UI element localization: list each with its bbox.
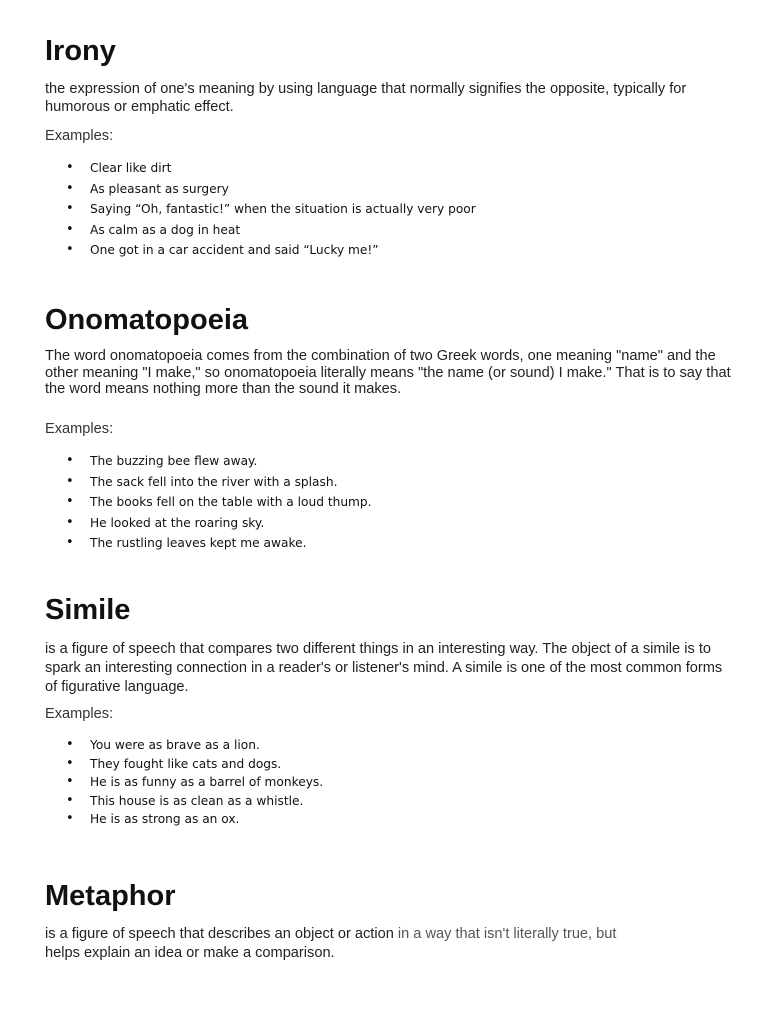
onomatopoeia-examples-label: Examples: (45, 421, 114, 437)
irony-examples-list (66, 158, 476, 261)
section-heading-simile: Simile (45, 594, 131, 626)
list-item: • The rustling leaves kept me awake. (66, 533, 372, 554)
simile-definition: is a figure of speech that compares two different things in an interesting way. The object of a simile is to spark an interesting connection in a reader's or listener's mind. A simile is one of the most common forms of figurative language. (45, 641, 723, 695)
list-item: • You were as brave as a lion. (66, 736, 323, 755)
onomatopoeia-examples-list (66, 451, 372, 554)
metaphor-definition-part1: is a figure of speech that describes an object or action (45, 926, 394, 942)
list-item: • He is as funny as a barrel of monkeys. (66, 773, 323, 792)
list-item: • He is as strong as an ox. (66, 810, 323, 829)
list-item: • As pleasant as surgery (66, 179, 476, 200)
section-heading-onomatopoeia: Onomatopoeia (45, 304, 249, 336)
list-item: • He looked at the roaring sky. (66, 513, 372, 534)
irony-definition: the expression of one's meaning by using language that normally signifies the opposite, typically for humorous or emphatic effect. (45, 81, 687, 115)
irony-examples-label: Examples: (45, 128, 114, 144)
metaphor-definition-part2: in a way that isn't literally true, but (393, 926, 617, 942)
list-item: • As calm as a dog in heat (66, 220, 476, 241)
onomatopoeia-definition: The word onomatopoeia comes from the combination of two Greek words, one meaning "name" and the other meaning "I make," so onomatopoeia literally means "the name (or sound) I make." That is to say that the word means nothing more than the sound it makes. (45, 348, 731, 397)
list-item: • The books fell on the table with a loud thump. (66, 492, 372, 513)
list-item: • Clear like dirt (66, 158, 476, 179)
metaphor-definition-part3: helps explain an idea or make a comparison. (45, 945, 335, 961)
list-item: • The buzzing bee flew away. (66, 451, 372, 472)
section-heading-metaphor: Metaphor (45, 880, 176, 912)
metaphor-definition (45, 925, 735, 963)
list-item: • One got in a car accident and said “Lucky me!” (66, 240, 476, 261)
list-item: • Saying “Oh, fantastic!” when the situation is actually very poor (66, 199, 476, 220)
list-item: • The sack fell into the river with a splash. (66, 472, 372, 493)
simile-examples-label: Examples: (45, 706, 114, 722)
list-item: • This house is as clean as a whistle. (66, 792, 323, 811)
list-item: • They fought like cats and dogs. (66, 755, 323, 774)
section-heading-irony: Irony (45, 35, 116, 67)
simile-examples-list (66, 736, 323, 829)
